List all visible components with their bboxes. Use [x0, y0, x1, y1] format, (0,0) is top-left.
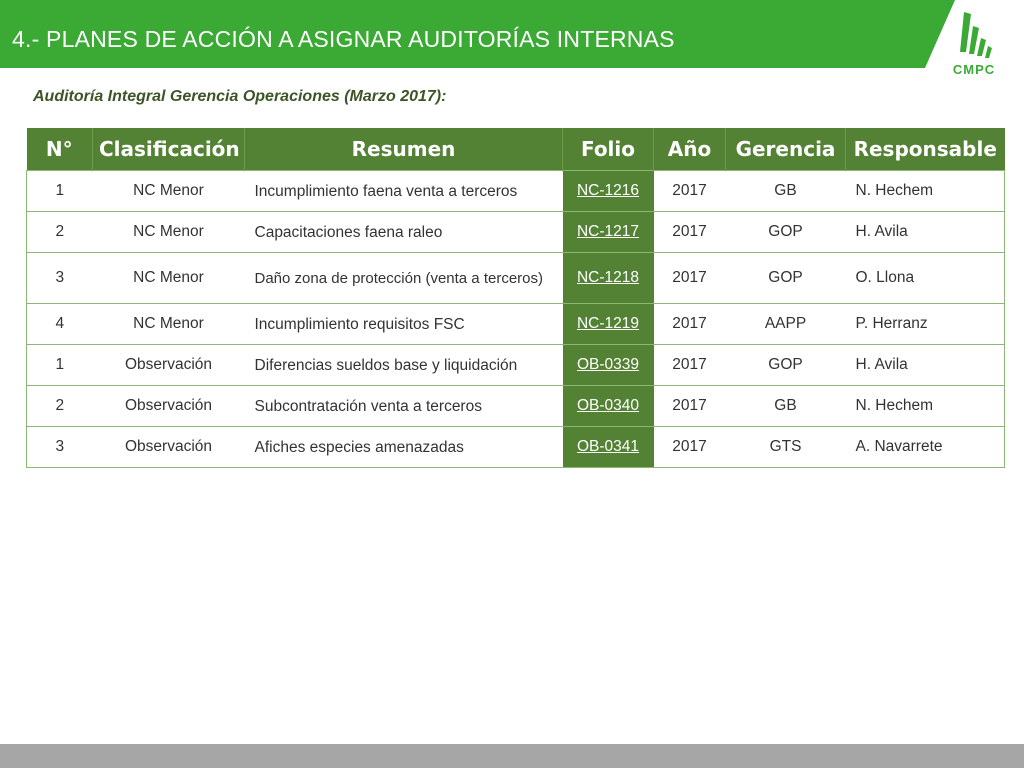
section-subtitle: Auditoría Integral Gerencia Operaciones (Marzo 2017):: [33, 88, 447, 105]
cell-responsable: N. Hechem: [846, 386, 1005, 427]
cell-responsable: P. Herranz: [846, 304, 1005, 345]
cell-anio: 2017: [654, 253, 726, 304]
cell-anio: 2017: [654, 427, 726, 468]
folio-link[interactable]: OB-0340: [576, 397, 640, 414]
cell-resumen: Diferencias sueldos base y liquidación: [245, 345, 563, 386]
table-row: [27, 171, 1005, 212]
table-header-row: [27, 128, 1005, 171]
column-header-anio: Año: [654, 128, 726, 171]
audit-table: [26, 128, 1005, 468]
cell-responsable: N. Hechem: [846, 171, 1005, 212]
cell-num: 2: [27, 212, 93, 253]
cell-gerencia: GB: [726, 386, 846, 427]
cell-folio: [563, 171, 654, 212]
cell-anio: 2017: [654, 171, 726, 212]
cell-folio: [563, 212, 654, 253]
column-header-num: N°: [27, 128, 93, 171]
cell-anio: 2017: [654, 304, 726, 345]
cell-clasificacion: NC Menor: [93, 171, 245, 212]
column-header-folio: Folio: [563, 128, 654, 171]
page-title: 4.- PLANES DE ACCIÓN A ASIGNAR AUDITORÍAS INTERNAS: [12, 26, 675, 52]
table-row: [27, 304, 1005, 345]
cell-anio: 2017: [654, 212, 726, 253]
folio-link[interactable]: NC-1219: [576, 315, 640, 332]
cell-responsable: H. Avila: [846, 345, 1005, 386]
cell-responsable: O. Llona: [846, 253, 1005, 304]
table-row: [27, 253, 1005, 304]
cell-num: 3: [27, 253, 93, 304]
cell-folio: [563, 253, 654, 304]
cell-resumen: Daño zona de protección (venta a terceros): [245, 253, 563, 304]
cell-folio: [563, 304, 654, 345]
column-header-responsable: Responsable: [846, 128, 1005, 171]
table-row: [27, 212, 1005, 253]
cell-clasificacion: NC Menor: [93, 253, 245, 304]
logo-text: CMPC: [952, 62, 996, 77]
cell-clasificacion: Observación: [93, 427, 245, 468]
column-header-gerencia: Gerencia: [726, 128, 846, 171]
cmpc-leaf-logo-icon: [942, 8, 1006, 62]
cell-clasificacion: Observación: [93, 345, 245, 386]
cell-gerencia: GTS: [726, 427, 846, 468]
folio-link[interactable]: NC-1217: [576, 223, 640, 240]
column-header-resumen: Resumen: [245, 128, 563, 171]
cell-resumen: Incumplimiento requisitos FSC: [245, 304, 563, 345]
cell-responsable: H. Avila: [846, 212, 1005, 253]
folio-link[interactable]: NC-1218: [576, 269, 640, 286]
cell-folio: [563, 427, 654, 468]
cell-gerencia: AAPP: [726, 304, 846, 345]
cell-resumen: Afiches especies amenazadas: [245, 427, 563, 468]
cell-gerencia: GOP: [726, 212, 846, 253]
table-row: [27, 345, 1005, 386]
cell-anio: 2017: [654, 345, 726, 386]
cell-gerencia: GOP: [726, 253, 846, 304]
table-row: [27, 427, 1005, 468]
cell-folio: [563, 345, 654, 386]
cell-folio: [563, 386, 654, 427]
cell-resumen: Capacitaciones faena raleo: [245, 212, 563, 253]
cell-gerencia: GOP: [726, 345, 846, 386]
cell-gerencia: GB: [726, 171, 846, 212]
cell-num: 2: [27, 386, 93, 427]
cmpc-logo: [942, 8, 1006, 80]
footer-bar: [0, 744, 1024, 768]
table-row: [27, 386, 1005, 427]
folio-link[interactable]: NC-1216: [576, 182, 640, 199]
cell-clasificacion: NC Menor: [93, 212, 245, 253]
cell-num: 4: [27, 304, 93, 345]
cell-clasificacion: Observación: [93, 386, 245, 427]
cell-clasificacion: NC Menor: [93, 304, 245, 345]
folio-link[interactable]: OB-0341: [576, 438, 640, 455]
column-header-clasificacion: Clasificación: [93, 128, 245, 171]
cell-num: 1: [27, 345, 93, 386]
cell-resumen: Incumplimiento faena venta a terceros: [245, 171, 563, 212]
cell-anio: 2017: [654, 386, 726, 427]
folio-link[interactable]: OB-0339: [576, 356, 640, 373]
cell-num: 1: [27, 171, 93, 212]
cell-resumen: Subcontratación venta a terceros: [245, 386, 563, 427]
cell-num: 3: [27, 427, 93, 468]
cell-responsable: A. Navarrete: [846, 427, 1005, 468]
